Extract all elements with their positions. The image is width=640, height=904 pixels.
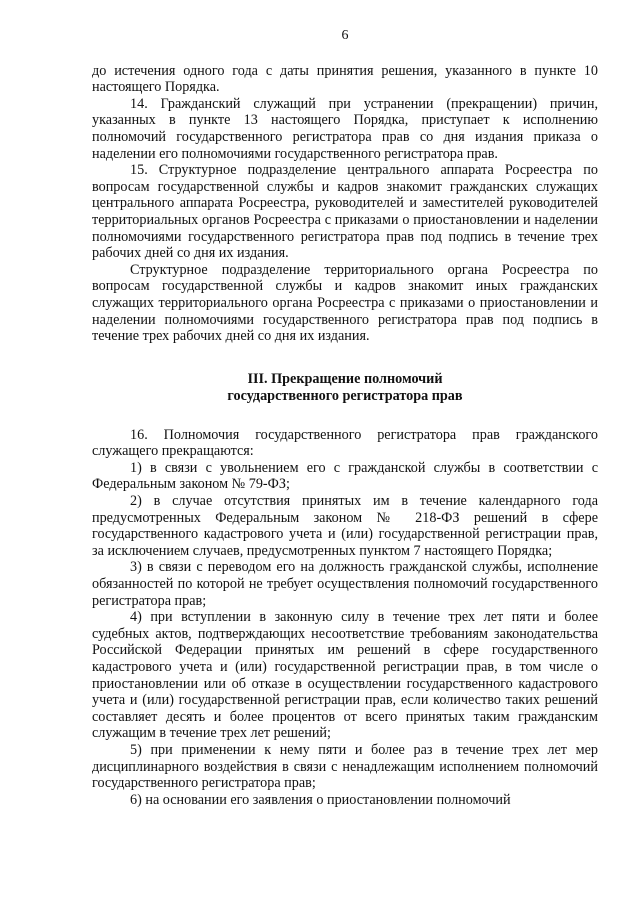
- paragraphs-top: [92, 63, 598, 345]
- paragraph-item-15: 15. Структурное подразделение центрального аппарата Росреестра по вопросам государственной службы и кадров знакомит гражданских служащих центрального аппарата Росреестра, руководителей и заместителей руководителей территориальных органов Росреестра с приказами о приостановлении и наделении полномочиями государственного регистратора прав под подпись в течение трех рабочих дней со дня их издания.: [92, 162, 598, 262]
- paragraph-continuation: до истечения одного года с даты принятия решения, указанного в пункте 10 настоящего Порядка.: [92, 62, 598, 96]
- document-page: [92, 28, 598, 808]
- section-heading-line-1: III. Прекращение полномочий: [247, 370, 443, 387]
- list-item-3: 3) в связи с переводом его на должность гражданской службы, исполнение обязанностей по которой не требует осуществления полномочий государственного регистратора прав;: [92, 559, 598, 609]
- page-number: 6: [341, 28, 349, 43]
- section-heading-line-2: государственного регистратора прав: [227, 387, 463, 404]
- paragraphs-bottom: [92, 427, 598, 809]
- paragraph-item-16: 16. Полномочия государственного регистратора прав гражданского служащего прекращаются:: [92, 426, 598, 460]
- list-item-1: 1) в связи с увольнением его с гражданской службы в соответствии с Федеральным законом № 79-ФЗ;: [92, 459, 598, 493]
- section-heading: [92, 371, 598, 405]
- paragraph-item-14: 14. Гражданский служащий при устранении (прекращении) причин, указанных в пункте 13 настоящего Порядка, приступает к исполнению полномочий государственного регистратора прав со дня издания приказа о наделении его полномочиями государственного регистратора прав.: [92, 95, 598, 162]
- list-item-6: 6) на основании его заявления о приостановлении полномочий: [130, 791, 511, 808]
- list-item-5: 5) при применении к нему пяти и более раз в течение трех лет мер дисциплинарного воздействия в связи с ненадлежащим исполнением полномочий государственного регистратора прав;: [92, 741, 598, 792]
- list-item-2: 2) в случае отсутствия принятых им в течение календарного года предусмотренных Федеральным законом № 218-ФЗ решений в сфере государственного кадастрового учета и (или) государственной регистрации прав, за исключением случаев, предусмотренных пунктом 7 настоящего Порядка;: [92, 493, 598, 559]
- list-item-4: 4) при вступлении в законную силу в течение трех лет пяти и более судебных актов, подтверждающих несоответствие требованиям законодательства Российской Федерации принятых им решений в сфере государственного кадастрового учета и (или) государственной регистрации прав, в том числе о приостановлении или об отказе в осуществлении государственного кадастрового учета и (или) государственной регистрации прав, если количество таких решений составляет десять и более процентов от всего принятых таким гражданским служащим в течение трех лет решений;: [92, 609, 598, 742]
- paragraph-item-15-territorial: Структурное подразделение территориального органа Росреестра по вопросам государственной службы и кадров знакомит иных гражданских служащих территориального органа Росреестра с приказами о приостановлении и наделении полномочиями государственного регистратора прав под подпись в течение трех рабочих дней со дня их издания.: [92, 261, 598, 345]
